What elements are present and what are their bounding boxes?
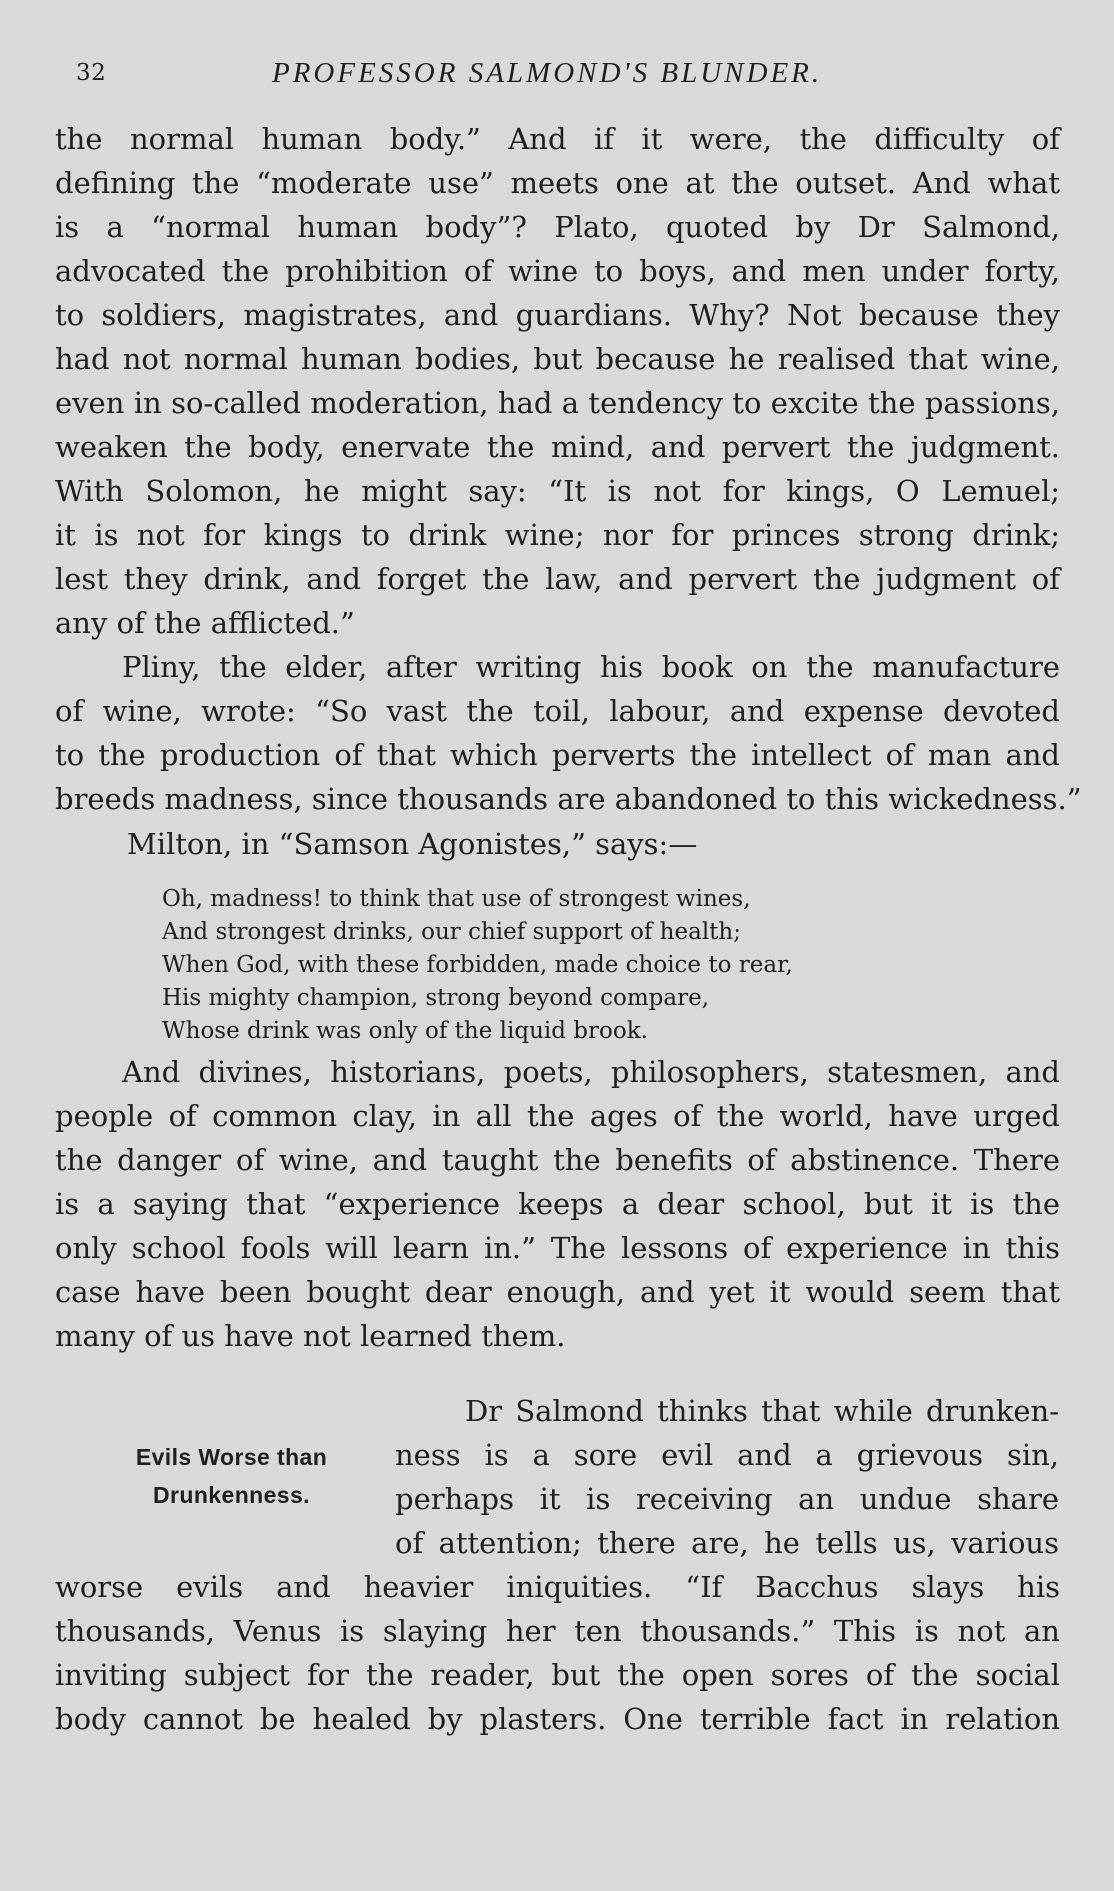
text-line: perhaps it is receiving an undue share [395,1482,1059,1516]
text-line: inviting subject for the reader, but the open sores of the social [55,1658,1060,1692]
text-line: thousands, Venus is slaying her ten thousands.” This is not an [55,1614,1060,1648]
text-line: to the production of that which perverts the intellect of man and [55,738,1060,772]
milton-intro [55,822,1060,866]
text-line: Pliny, the elder, after writing his book on the manufacture [122,650,1060,684]
paragraph-pliny [55,645,1082,821]
text-line: of wine, wrote: “So vast the toil, labour, and expense devoted [55,694,1060,728]
text-line: the normal human body.” And if it were, the difficulty of [55,122,1060,156]
text-line: of attention; there are, he tells us, various [395,1526,1059,1560]
text-line: defining the “moderate use” meets one at the outset. And what [55,166,1060,200]
text-line: even in so-called moderation, had a tendency to excite the passions, [55,386,1060,420]
text-line: lest they drink, and forget the law, and pervert the judgment of [55,562,1060,596]
text-line: advocated the prohibition of wine to boys, and men under forty, [55,254,1060,288]
text-line: ness is a sore evil and a grievous sin, [395,1438,1059,1472]
text-line: to soldiers, magistrates, and guardians. Why? Not because they [55,298,1060,332]
text-line: only school fools will learn in.” The lessons of experience in this [55,1231,1060,1265]
text-line: is a “normal human body”? Plato, quoted by Dr Salmond, [55,210,1060,244]
paragraph-divines [55,1050,1060,1358]
side-heading [104,1438,359,1514]
text-line: it is not for kings to drink wine; nor for princes strong drink; [55,518,1060,552]
text-line: the danger of wine, and taught the benefits of abstinence. There [55,1143,1060,1177]
text-line: And divines, historians, poets, philosophers, statesmen, and [122,1055,1060,1089]
running-head [0,57,1114,94]
text-line: Milton, in “Samson Agonistes,” says:— [127,827,698,861]
verse-quotation [162,883,942,1048]
side-text [395,1389,1059,1565]
text-line: body cannot be healed by plasters. One terrible fact in relation [55,1702,1060,1736]
text-line: had not normal human bodies, but because he realised that wine, [55,342,1060,376]
text-line: weaken the body, enervate the mind, and pervert the judgment. [55,430,1060,464]
side-heading-line: Evils Worse than [135,1444,328,1470]
paragraph-bacchus [55,1565,1060,1741]
text-line: With Solomon, he might say: “It is not for kings, O Lemuel; [55,474,1060,508]
verse-line: And strongest drinks, our chief support of health; [162,919,741,945]
text-line: is a saying that “experience keeps a dear school, but it is the [55,1187,1060,1221]
paragraph-plato [55,117,1060,645]
verse-line: Whose drink was only of the liquid brook. [162,1018,648,1044]
text-line: people of common clay, in all the ages of the world, have urged [55,1099,1060,1133]
page-number: 32 [76,60,107,86]
verse-line: When God, with these forbidden, made choice to rear, [162,952,793,978]
text-line: many of us have not learned them. [55,1319,566,1353]
text-line: worse evils and heavier iniquities. “If Bacchus slays his [55,1570,1060,1604]
text-line: any of the afflicted.” [55,606,355,640]
side-heading-line: Drunkenness. [153,1482,310,1508]
text-line: Dr Salmond thinks that while drunken- [465,1394,1059,1428]
verse-line: His mighty champion, strong beyond compare, [162,985,710,1011]
verse-line: Oh, madness! to think that use of strongest wines, [162,886,751,912]
text-line: case have been bought dear enough, and yet it would seem that [55,1275,1060,1309]
text-line: breeds madness, since thousands are abandoned to this wickedness.” [55,782,1082,816]
running-title: PROFESSOR SALMOND'S BLUNDER. [272,57,823,89]
